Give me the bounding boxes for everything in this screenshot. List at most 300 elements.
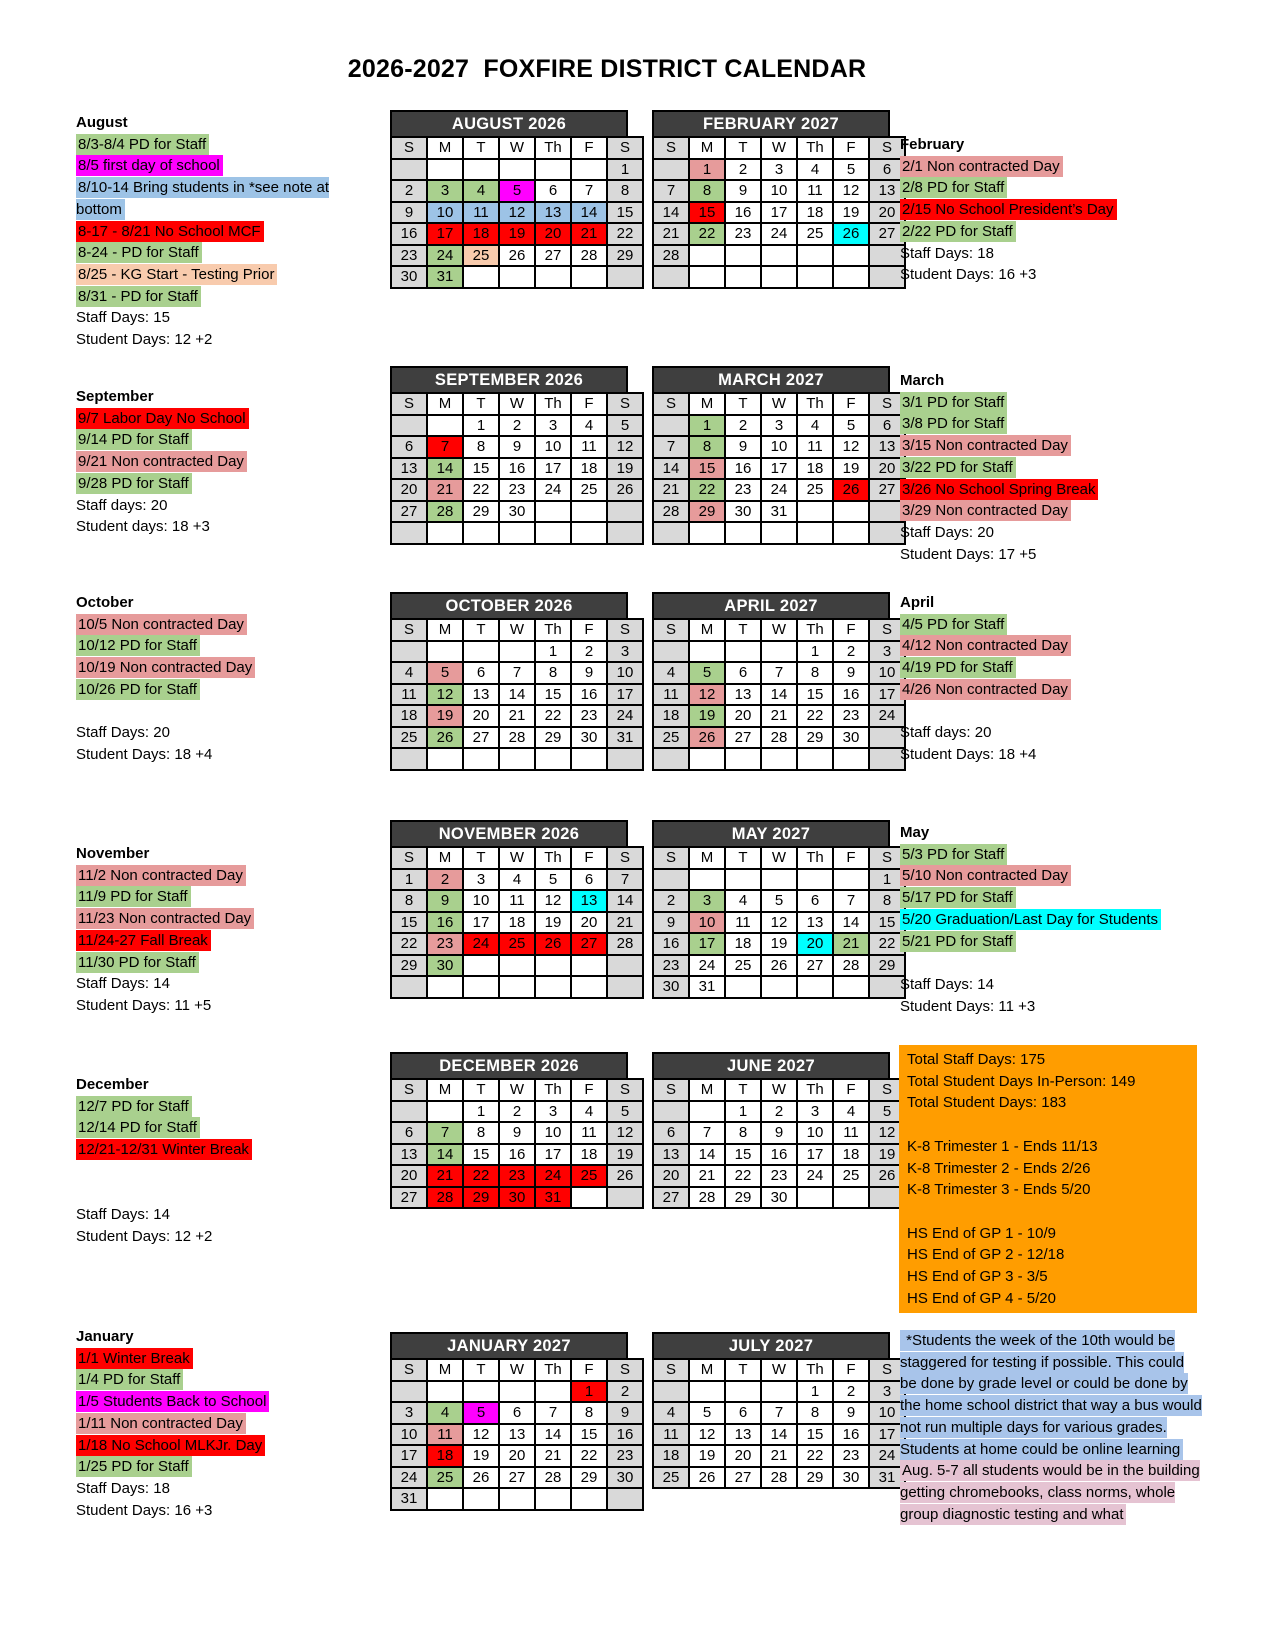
day-cell: 30 <box>427 955 463 977</box>
note-highlight: 2/15 No School President’s Day <box>900 199 1117 220</box>
day-header: M <box>427 847 463 869</box>
month-september-2026 <box>390 366 634 545</box>
day-cell: 28 <box>761 727 797 749</box>
footnote-paragraph <box>900 1460 1202 1525</box>
day-cell <box>653 159 689 181</box>
day-cell <box>689 1381 725 1403</box>
day-cell: 2 <box>725 415 761 437</box>
day-header: T <box>725 137 761 159</box>
day-cell: 13 <box>463 684 499 706</box>
day-cell <box>607 976 643 998</box>
day-cell <box>833 748 869 770</box>
day-cell: 3 <box>463 869 499 891</box>
day-cell: 9 <box>499 436 535 458</box>
day-cell: 10 <box>869 1402 905 1424</box>
day-cell: 14 <box>833 912 869 934</box>
day-header: S <box>391 1359 427 1381</box>
totals-line: Total Student Days In-Person: 149 <box>907 1072 1136 1090</box>
note-item <box>76 1391 368 1413</box>
totals-line: K-8 Trimester 3 - Ends 5/20 <box>907 1181 1091 1199</box>
month-grid <box>390 1078 644 1209</box>
day-cell: 19 <box>833 458 869 480</box>
note-item <box>76 242 368 264</box>
note-item <box>76 221 368 243</box>
day-header: M <box>689 393 725 415</box>
day-header: Th <box>797 847 833 869</box>
day-cell <box>689 266 725 288</box>
day-cell: 13 <box>653 1144 689 1166</box>
day-cell: 7 <box>427 436 463 458</box>
day-header: M <box>689 619 725 641</box>
day-header: Th <box>797 619 833 641</box>
day-cell: 10 <box>761 436 797 458</box>
day-cell <box>653 748 689 770</box>
day-cell: 18 <box>499 912 535 934</box>
day-cell: 29 <box>607 245 643 267</box>
day-cell: 5 <box>833 415 869 437</box>
day-cell <box>463 522 499 544</box>
day-cell <box>427 748 463 770</box>
day-cell: 30 <box>653 976 689 998</box>
day-cell <box>391 748 427 770</box>
day-cell <box>797 976 833 998</box>
notes-may <box>900 822 1200 1017</box>
month-title: JUNE 2027 <box>652 1052 890 1078</box>
day-cell: 22 <box>869 933 905 955</box>
note-highlight: 8/3-8/4 PD for Staff <box>76 134 209 155</box>
note-item <box>900 887 1200 909</box>
day-cell: 1 <box>689 415 725 437</box>
day-cell <box>761 1381 797 1403</box>
totals-gap <box>907 1201 1189 1223</box>
day-cell <box>463 976 499 998</box>
day-cell: 4 <box>427 1402 463 1424</box>
day-cell <box>797 869 833 891</box>
month-august-2026 <box>390 110 634 289</box>
day-cell <box>653 522 689 544</box>
day-cell: 26 <box>833 479 869 501</box>
day-header: Th <box>535 137 571 159</box>
day-cell: 19 <box>869 1144 905 1166</box>
day-cell <box>725 245 761 267</box>
month-title: JANUARY 2027 <box>390 1332 628 1358</box>
day-cell: 3 <box>391 1402 427 1424</box>
month-june-2027 <box>652 1052 896 1209</box>
day-cell: 24 <box>761 223 797 245</box>
note-item <box>76 451 368 473</box>
day-cell: 14 <box>499 684 535 706</box>
note-item <box>900 413 1200 435</box>
day-cell: 11 <box>653 684 689 706</box>
note-highlight: 11/9 PD for Staff <box>76 886 191 907</box>
day-cell: 13 <box>391 458 427 480</box>
day-cell: 31 <box>869 1467 905 1489</box>
day-cell: 22 <box>463 1165 499 1187</box>
day-cell: 4 <box>797 415 833 437</box>
day-cell: 21 <box>761 705 797 727</box>
day-cell <box>653 1381 689 1403</box>
day-header: F <box>571 137 607 159</box>
day-cell: 15 <box>571 1424 607 1446</box>
day-header: S <box>869 1359 905 1381</box>
day-cell: 31 <box>535 1187 571 1209</box>
day-cell <box>833 976 869 998</box>
notes-october <box>76 592 368 766</box>
day-cell: 28 <box>571 245 607 267</box>
day-cell: 19 <box>689 705 725 727</box>
month-title: APRIL 2027 <box>652 592 890 618</box>
day-header: S <box>391 847 427 869</box>
day-cell: 4 <box>391 662 427 684</box>
day-cell: 12 <box>689 1424 725 1446</box>
day-cell: 31 <box>761 501 797 523</box>
note-highlight: 9/7 Labor Day No School <box>76 408 249 429</box>
day-cell <box>833 266 869 288</box>
note-highlight: 3/26 No School Spring Break <box>900 479 1098 500</box>
note-highlight: 2/1 Non contracted Day <box>900 156 1063 177</box>
notes-december <box>76 1074 368 1248</box>
day-cell: 19 <box>499 223 535 245</box>
day-cell <box>761 748 797 770</box>
day-header: Th <box>535 1079 571 1101</box>
day-cell: 3 <box>869 641 905 663</box>
note-highlight: 3/29 Non contracted Day <box>900 500 1071 521</box>
day-cell: 1 <box>535 641 571 663</box>
day-cell: 3 <box>869 1381 905 1403</box>
day-header: F <box>571 619 607 641</box>
month-january-2027 <box>390 1332 634 1511</box>
totals-line: K-8 Trimester 2 - Ends 2/26 <box>907 1159 1091 1177</box>
day-cell: 16 <box>725 202 761 224</box>
day-cell <box>391 1381 427 1403</box>
day-header: T <box>463 847 499 869</box>
day-cell: 27 <box>797 955 833 977</box>
day-cell: 3 <box>761 415 797 437</box>
day-cell: 12 <box>607 1122 643 1144</box>
day-cell: 5 <box>427 662 463 684</box>
day-cell: 1 <box>797 641 833 663</box>
note-item: Staff days: 20 <box>900 724 992 742</box>
day-cell <box>653 415 689 437</box>
day-cell: 6 <box>535 180 571 202</box>
day-cell: 12 <box>833 436 869 458</box>
day-cell: 24 <box>391 1467 427 1489</box>
day-cell: 9 <box>725 436 761 458</box>
day-cell: 16 <box>571 684 607 706</box>
day-cell <box>499 1381 535 1403</box>
day-cell: 16 <box>833 684 869 706</box>
day-cell <box>689 522 725 544</box>
note-highlight: 10/26 PD for Staff <box>76 679 200 700</box>
note-item <box>900 657 1200 679</box>
day-cell: 16 <box>761 1144 797 1166</box>
note-highlight: 4/26 Non contracted Day <box>900 679 1071 700</box>
day-header: S <box>607 847 643 869</box>
month-april-2027 <box>652 592 896 771</box>
note-highlight: 5/21 PD for Staff <box>900 931 1016 952</box>
day-cell: 24 <box>689 955 725 977</box>
day-cell: 5 <box>689 662 725 684</box>
day-cell: 7 <box>427 1122 463 1144</box>
day-cell: 4 <box>571 415 607 437</box>
day-header: T <box>463 137 499 159</box>
note-highlight: 11/24-27 Fall Break <box>76 930 211 951</box>
day-cell: 16 <box>499 458 535 480</box>
month-title: DECEMBER 2026 <box>390 1052 628 1078</box>
note-item <box>76 886 368 908</box>
note-highlight: 5/17 PD for Staff <box>900 887 1016 908</box>
day-cell: 1 <box>391 869 427 891</box>
note-item <box>900 931 1200 953</box>
day-cell: 3 <box>689 890 725 912</box>
day-cell: 16 <box>725 458 761 480</box>
day-cell <box>725 266 761 288</box>
day-header: W <box>761 393 797 415</box>
note-highlight: 11/2 Non contracted Day <box>76 865 246 886</box>
day-cell <box>535 748 571 770</box>
note-item <box>76 930 368 952</box>
day-cell: 1 <box>797 1381 833 1403</box>
day-cell: 27 <box>869 223 905 245</box>
day-cell <box>535 955 571 977</box>
note-item: Student Days: 18 +4 <box>76 745 213 763</box>
day-header: F <box>833 847 869 869</box>
note-item: Staff Days: 14 <box>900 975 994 993</box>
day-cell <box>797 245 833 267</box>
day-cell: 8 <box>463 1122 499 1144</box>
notes-month-header: October <box>76 594 134 611</box>
day-cell: 19 <box>761 933 797 955</box>
day-cell <box>427 1381 463 1403</box>
day-header: M <box>427 1359 463 1381</box>
day-header: S <box>653 847 689 869</box>
day-cell: 6 <box>725 1402 761 1424</box>
day-cell <box>391 159 427 181</box>
day-cell <box>761 976 797 998</box>
day-cell: 18 <box>653 1445 689 1467</box>
day-cell: 5 <box>833 159 869 181</box>
day-cell <box>427 159 463 181</box>
notes-september <box>76 386 368 538</box>
day-cell <box>571 522 607 544</box>
day-cell: 7 <box>761 1402 797 1424</box>
note-highlight: 3/22 PD for Staff <box>900 457 1016 478</box>
day-cell <box>689 641 725 663</box>
day-cell: 15 <box>391 912 427 934</box>
day-header: S <box>391 1079 427 1101</box>
day-cell: 13 <box>869 436 905 458</box>
day-header: S <box>607 1079 643 1101</box>
day-cell: 31 <box>427 266 463 288</box>
day-cell: 28 <box>833 955 869 977</box>
day-cell: 30 <box>499 501 535 523</box>
month-grid <box>390 618 644 771</box>
note-gap <box>76 1183 368 1205</box>
day-cell: 7 <box>607 869 643 891</box>
note-highlight: 11/30 PD for Staff <box>76 952 199 973</box>
day-cell: 25 <box>499 933 535 955</box>
day-cell: 6 <box>869 159 905 181</box>
day-header: W <box>761 137 797 159</box>
note-item <box>76 473 368 495</box>
note-highlight: 8/10-14 Bring students in *see note at bottom <box>76 179 330 218</box>
day-header: Th <box>797 393 833 415</box>
day-header: S <box>653 1079 689 1101</box>
day-cell: 2 <box>499 415 535 437</box>
day-header: T <box>463 619 499 641</box>
day-cell <box>427 522 463 544</box>
day-cell <box>463 266 499 288</box>
day-cell: 17 <box>391 1445 427 1467</box>
day-cell: 11 <box>427 1424 463 1446</box>
day-cell: 20 <box>571 912 607 934</box>
note-item <box>76 286 368 308</box>
day-cell: 28 <box>653 501 689 523</box>
note-item: Student Days: 11 +3 <box>900 997 1036 1015</box>
day-header: T <box>463 1359 499 1381</box>
day-header: S <box>607 137 643 159</box>
day-cell: 21 <box>427 1165 463 1187</box>
note-highlight: 12/14 PD for Staff <box>76 1117 200 1138</box>
day-cell: 27 <box>499 1467 535 1489</box>
day-cell: 15 <box>797 684 833 706</box>
day-cell: 30 <box>833 727 869 749</box>
note-item: Staff Days: 14 <box>76 1206 170 1224</box>
day-cell <box>761 641 797 663</box>
month-title: NOVEMBER 2026 <box>390 820 628 846</box>
notes-month-header: August <box>76 114 128 131</box>
day-cell: 19 <box>833 202 869 224</box>
day-cell: 18 <box>797 202 833 224</box>
day-cell <box>725 1381 761 1403</box>
note-item: Staff Days: 20 <box>900 523 994 541</box>
day-cell: 29 <box>869 955 905 977</box>
day-cell: 8 <box>797 1402 833 1424</box>
day-header: F <box>833 393 869 415</box>
day-cell: 9 <box>571 662 607 684</box>
day-header: S <box>607 393 643 415</box>
day-cell: 19 <box>607 1144 643 1166</box>
note-item <box>900 156 1200 178</box>
day-cell: 4 <box>653 1402 689 1424</box>
day-cell: 13 <box>797 912 833 934</box>
day-cell: 23 <box>391 245 427 267</box>
day-cell: 12 <box>761 912 797 934</box>
notes-april <box>900 592 1200 766</box>
day-header: T <box>725 619 761 641</box>
note-highlight: 4/5 PD for Staff <box>900 614 1007 635</box>
day-cell: 14 <box>535 1424 571 1446</box>
day-cell: 27 <box>391 1187 427 1209</box>
note-item: Staff days: 20 <box>76 496 168 514</box>
day-cell <box>535 522 571 544</box>
day-header: S <box>607 1359 643 1381</box>
day-cell: 2 <box>499 1101 535 1123</box>
day-cell: 23 <box>761 1165 797 1187</box>
month-title: AUGUST 2026 <box>390 110 628 136</box>
note-highlight: 1/18 No School MLKJr. Day <box>76 1435 265 1456</box>
day-cell: 7 <box>761 662 797 684</box>
day-cell: 3 <box>797 1101 833 1123</box>
day-cell <box>571 976 607 998</box>
month-title: FEBRUARY 2027 <box>652 110 890 136</box>
note-highlight: 10/5 Non contracted Day <box>76 614 247 635</box>
note-highlight: 10/12 PD for Staff <box>76 635 200 656</box>
day-cell: 17 <box>869 684 905 706</box>
note-highlight: 8/31 - PD for Staff <box>76 286 201 307</box>
day-cell: 17 <box>427 223 463 245</box>
day-cell: 16 <box>391 223 427 245</box>
day-cell <box>689 245 725 267</box>
day-header: S <box>869 619 905 641</box>
note-item: Student Days: 12 +2 <box>76 331 213 349</box>
day-cell <box>427 1101 463 1123</box>
day-cell: 15 <box>869 912 905 934</box>
notes-month-header: March <box>900 372 945 389</box>
month-grid <box>652 136 906 289</box>
day-header: Th <box>535 847 571 869</box>
day-cell: 19 <box>607 458 643 480</box>
day-cell: 23 <box>499 1165 535 1187</box>
day-cell: 11 <box>499 890 535 912</box>
day-cell <box>463 641 499 663</box>
note-item <box>900 177 1200 199</box>
day-cell <box>499 641 535 663</box>
day-cell: 12 <box>607 436 643 458</box>
note-item <box>76 1456 368 1478</box>
totals-line: HS End of GP 4 - 5/20 <box>907 1289 1056 1307</box>
day-cell: 18 <box>797 458 833 480</box>
day-cell: 2 <box>391 180 427 202</box>
day-cell: 29 <box>571 1467 607 1489</box>
note-highlight: 2/22 PD for Staff <box>900 221 1016 242</box>
note-highlight: 8-24 - PD for Staff <box>76 242 202 263</box>
day-cell: 17 <box>607 684 643 706</box>
month-grid <box>652 1078 906 1209</box>
day-cell: 29 <box>797 727 833 749</box>
note-item <box>900 221 1200 243</box>
day-cell: 18 <box>833 1144 869 1166</box>
notes-month-header: September <box>76 388 154 405</box>
day-cell: 7 <box>571 180 607 202</box>
day-cell: 11 <box>797 180 833 202</box>
day-cell: 10 <box>869 662 905 684</box>
month-grid <box>390 392 644 545</box>
day-header: S <box>653 619 689 641</box>
day-cell <box>797 522 833 544</box>
day-cell: 17 <box>797 1144 833 1166</box>
day-cell <box>391 415 427 437</box>
day-cell: 22 <box>689 479 725 501</box>
notes-august <box>76 112 368 351</box>
note-item: Student Days: 16 +3 <box>900 266 1037 284</box>
day-cell: 5 <box>535 869 571 891</box>
note-item <box>76 908 368 930</box>
day-cell: 10 <box>535 436 571 458</box>
day-cell: 17 <box>689 933 725 955</box>
day-cell <box>607 955 643 977</box>
day-cell: 6 <box>391 1122 427 1144</box>
day-cell: 21 <box>499 705 535 727</box>
day-cell: 12 <box>427 684 463 706</box>
day-cell <box>571 266 607 288</box>
day-cell: 28 <box>427 1187 463 1209</box>
day-cell: 15 <box>535 684 571 706</box>
day-cell: 15 <box>725 1144 761 1166</box>
day-header: W <box>499 1359 535 1381</box>
month-november-2026 <box>390 820 634 999</box>
day-cell <box>725 641 761 663</box>
